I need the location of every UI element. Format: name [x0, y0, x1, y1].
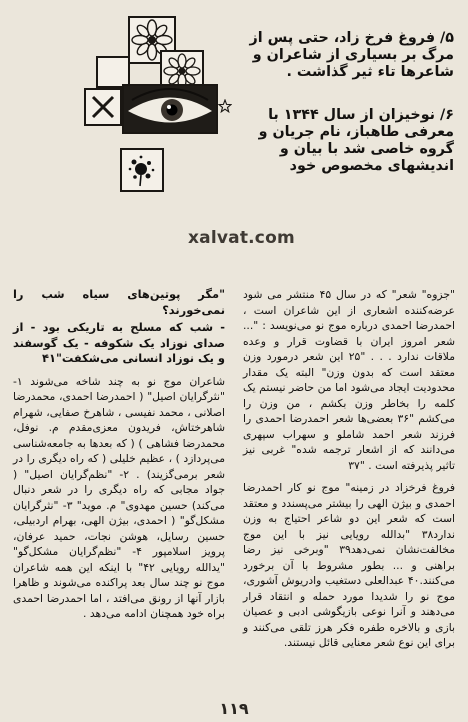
header-notes	[239, 30, 454, 189]
poem-quote-line: "مگر پوتین‌های سیاه شب را نمی‌خورند؟	[13, 287, 225, 317]
paragraph: شاعران موج نو به چند شاخه می‌شوند ۱- "نثرگرایان اصیل" ( احمدرضا احمدی، محمدرضا اصلانی ، محمد نفیسی ، شاهرخ صفایی، شهرام شاهرختاش، فریدون معزی‌مقدم م. نوفل، محمدرضا فشاهی ) ( که بعدها به جامعه‌شناسی می‌پردازد ) ، عظیم خلیلی ( که راه دیگری را در شعر برمی‌گزیند) . ۲- "نظم‌گرایان اصیل" ( جواد مجابی که راه دیگری را در شعر دنبال می‌کند) حسین مهدوی" م. موید" ۳- "نثرگرایان مشکل‌گو" ( احمدی، بیژن الهی، بهرام اردبیلی، حسین رسایل، هوشن نجات، حمید عرفان، پرویز اسلامپور ۴- "نظم‌گرایان مشکل‌گو" "یدالله رویایی ۴۲" با اینکه این همه شاعران موج نو چند سال بعد پراکنده می‌شوند و ظاهرا بازار آنها از رونق می‌افتد ، اما احمدرضا احمدی براه خود همچنان ادامه می‌دهد .	[13, 374, 225, 620]
page-number: ۱۱۹	[219, 699, 249, 718]
x-box	[84, 88, 122, 126]
paragraph: "جزوه" شعر" که در سال ۴۵ منتشر می شود عرضه‌کننده اشعاری از این شاعران است ، احمدرضا احمدی درباره موج نو می‌نویسد : "... شعر امروز ایران با قضاوت قرار و وعده ملاقات ندارد . . . "۲۵ این شعر درمورد وزن معتقد است که بدون وزن" البته یک مقدار محدودیت ایجاد می‌شود اما من حاضر نیستم یک کلمه را بخاطر وزن بکشم ، من وزن را می‌کشم "۳۶ بعضی‌ها شعر احمدرضا احمدی را فرزند شعر احمد شاملو و سهراب سپهری می‌دانند که از اشعار ترجمه شده" غربی نیز تاثیر پذیرفته است . "۳۷	[243, 288, 456, 472]
ink-splash-icon	[122, 150, 162, 190]
x-icon	[86, 90, 120, 124]
star-icon	[218, 98, 232, 112]
left-text-column	[13, 287, 225, 629]
ink-splash-box	[120, 148, 164, 192]
eye-icon	[124, 86, 216, 132]
paragraph: فروغ فرخزاد در زمینه" موج نو کار احمدرضا احمدی و بیژن الهی را بیشتر می‌پسندد و معتقد است که شعر این دو شاعر احتیاج به وزن ندارد۳۸ "بدالله رویایی نیز با این موج مخالفت‌نشان نمی‌دهد۳۹ "وبرخی نیز رضا براهنی و ... بطور مشروط با آن برخورد می‌کنند.۴۰ عبدالعلی دستغیب واد‌ریوش آشوری، موج نو را شدیدا مورد حمله و انتقاد قرار می‌دهند و آنرا نوعی بازیگوشی ادبی و عصیان بازی و بالاخره طفره فکر هرز تلقی می‌کنند و برای این نوع شعر معنایی قائل نیستند.	[243, 481, 455, 649]
note-item-5: ۵/ فروغ فرخ زاد، حتی پس از مرگ بر بسیاری از شاعران و شاعرها تاء ثیر گذاشت .	[249, 30, 454, 80]
poem-quote: - شب که مسلح به تاریکی بود - از صدای نوزاد یک شکوفه - یک گوسفند و یک نوزاد انسانی می‌شکفت"۴۱	[13, 320, 225, 365]
illustration-collage	[82, 12, 232, 192]
watermark-text: xalvat.com	[188, 228, 295, 248]
eye-box	[122, 84, 218, 134]
right-text-column	[243, 287, 455, 658]
note-item-6: ۶/ نوخیزان از سال ۱۳۴۴ با معرفی طاهباز، نام جریان و گروه خاصی شد با بیان و اندیشهای مخصوص خود	[258, 107, 454, 174]
